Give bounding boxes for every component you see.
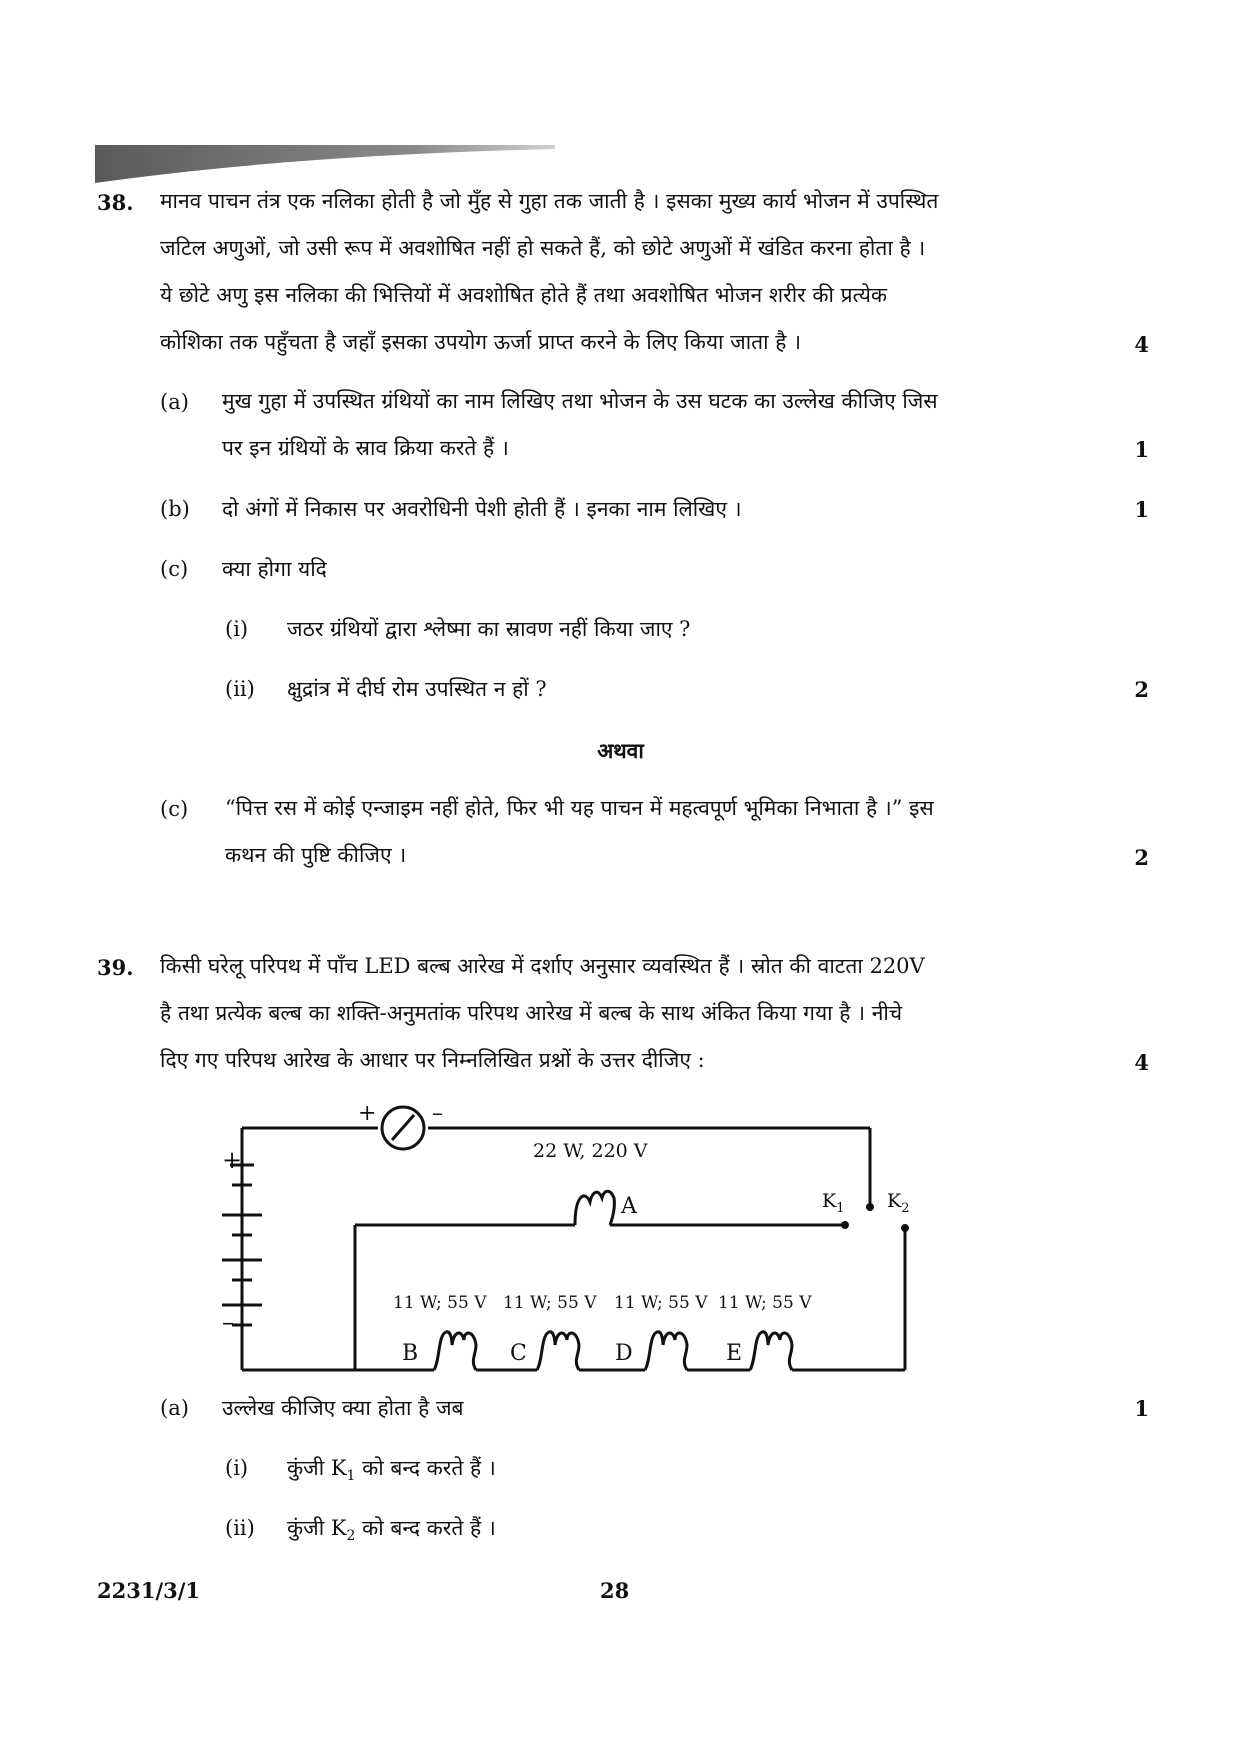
bulb-a-rating: 22 W, 220 V: [533, 1140, 648, 1162]
passage-line: कोशिका तक पहुँचता है जहाँ इसका उपयोग ऊर्जा प्राप्त करने के लिए किया जाता है ।: [160, 330, 802, 354]
battery-minus-label: –: [222, 1308, 234, 1336]
part-label-a: (a): [160, 390, 189, 414]
question-39a-text: उल्लेख कीजिए क्या होता है जब: [222, 1396, 464, 1420]
question-38c-ii-text: क्षुद्रांत्र में दीर्घ रोम उपस्थित न हों ?: [287, 677, 547, 701]
question-38c-text: क्या होगा यदि: [222, 557, 327, 581]
marks-39a: 1: [1134, 1396, 1149, 1421]
part-label-c: (c): [160, 557, 189, 581]
key-k2-label: $K_2$: [887, 1190, 910, 1216]
sub-label-39a-i: (i): [225, 1456, 249, 1480]
bulb-c-label: C: [510, 1341, 527, 1366]
question-39a-ii-text: कुंजी $K_2$ को बन्द करते हैं ।: [287, 1516, 496, 1545]
part-label-39a: (a): [160, 1396, 189, 1420]
paper-code: 2231/3/1: [97, 1578, 201, 1603]
text-line: “पित्त रस में कोई एन्जाइम नहीं होते, फिर भी यह पाचन में महत्वपूर्ण भूमिका निभाता है ।” इस: [225, 796, 934, 820]
text-line: मुख गुहा में उपस्थित ग्रंथियों का नाम लिखिए तथा भोजन के उस घटक का उल्लेख कीजिए जिस: [222, 389, 938, 413]
sub-label-ii: (ii): [225, 677, 255, 701]
question-number-39: 39.: [97, 955, 134, 980]
page-number: 28: [600, 1578, 630, 1603]
passage-line: किसी घरेलू परिपथ में पाँच LED बल्ब आरेख में दर्शाए अनुसार व्यवस्थित हैं । स्रोत की वाटता 220V: [160, 954, 925, 978]
bulb-b-rating: 11 W; 55 V: [393, 1293, 487, 1313]
question-38b-text: दो अंगों में निकास पर अवरोधिनी पेशी होती हैं । इनका नाम लिखिए ।: [222, 497, 742, 521]
bulb-c-rating: 11 W; 55 V: [503, 1293, 597, 1313]
bulb-d-rating: 11 W; 55 V: [614, 1293, 708, 1313]
marks-38: 4: [1134, 332, 1149, 357]
sub-label-i: (i): [225, 617, 249, 641]
bulb-d-label: D: [615, 1341, 633, 1366]
bulb-b-label: B: [402, 1341, 419, 1366]
marks-38a: 1: [1134, 437, 1149, 462]
text-line: कथन की पुष्टि कीजिए ।: [225, 843, 407, 867]
passage-line: जटिल अणुओं, जो उसी रूप में अवशोषित नहीं हो सकते हैं, को छोटे अणुओं में खंडित करना होता है ।: [160, 236, 926, 260]
question-number-38: 38.: [97, 190, 134, 215]
passage-line: दिए गए परिपथ आरेख के आधार पर निम्नलिखित प्रश्नों के उत्तर दीजिए :: [160, 1048, 705, 1072]
sub-label-39a-ii: (ii): [225, 1516, 255, 1540]
passage-line: मानव पाचन तंत्र एक नलिका होती है जो मुँह से गुहा तक जाती है । इसका मुख्य कार्य भोजन में उपस्थित: [160, 189, 939, 213]
question-39a-i-text: कुंजी $K_1$ को बन्द करते हैं ।: [287, 1456, 496, 1485]
part-label-c-alt: (c): [160, 797, 189, 821]
marks-38c-alt: 2: [1134, 845, 1149, 870]
ammeter-plus-label: +: [358, 1101, 377, 1126]
bulb-e-rating: 11 W; 55 V: [718, 1293, 812, 1313]
battery-plus-label: +: [222, 1146, 243, 1174]
text-line: पर इन ग्रंथियों के स्राव क्रिया करते हैं ।: [222, 436, 509, 460]
passage-line: है तथा प्रत्येक बल्ब का शक्ति-अनुमतांक परिपथ आरेख में बल्ब के साथ अंकित किया गया है । नीचे: [160, 1001, 903, 1025]
bulb-a-label: A: [621, 1194, 637, 1219]
or-separator: अथवा: [597, 738, 644, 763]
part-label-b: (b): [160, 497, 190, 521]
key-k1-label: $K_1$: [822, 1190, 845, 1216]
question-38c-i-text: जठर ग्रंथियों द्वारा श्लेष्मा का स्रावण नहीं किया जाए ?: [287, 617, 691, 641]
ammeter-minus-label: –: [432, 1101, 443, 1126]
marks-38c: 2: [1134, 677, 1149, 702]
bulb-e-label: E: [726, 1341, 743, 1366]
marks-38b: 1: [1134, 497, 1149, 522]
passage-line: ये छोटे अणु इस नलिका की भित्तियों में अवशोषित होते हैं तथा अवशोषित भोजन शरीर की प्रत्येक: [160, 283, 888, 307]
marks-39: 4: [1134, 1050, 1149, 1075]
